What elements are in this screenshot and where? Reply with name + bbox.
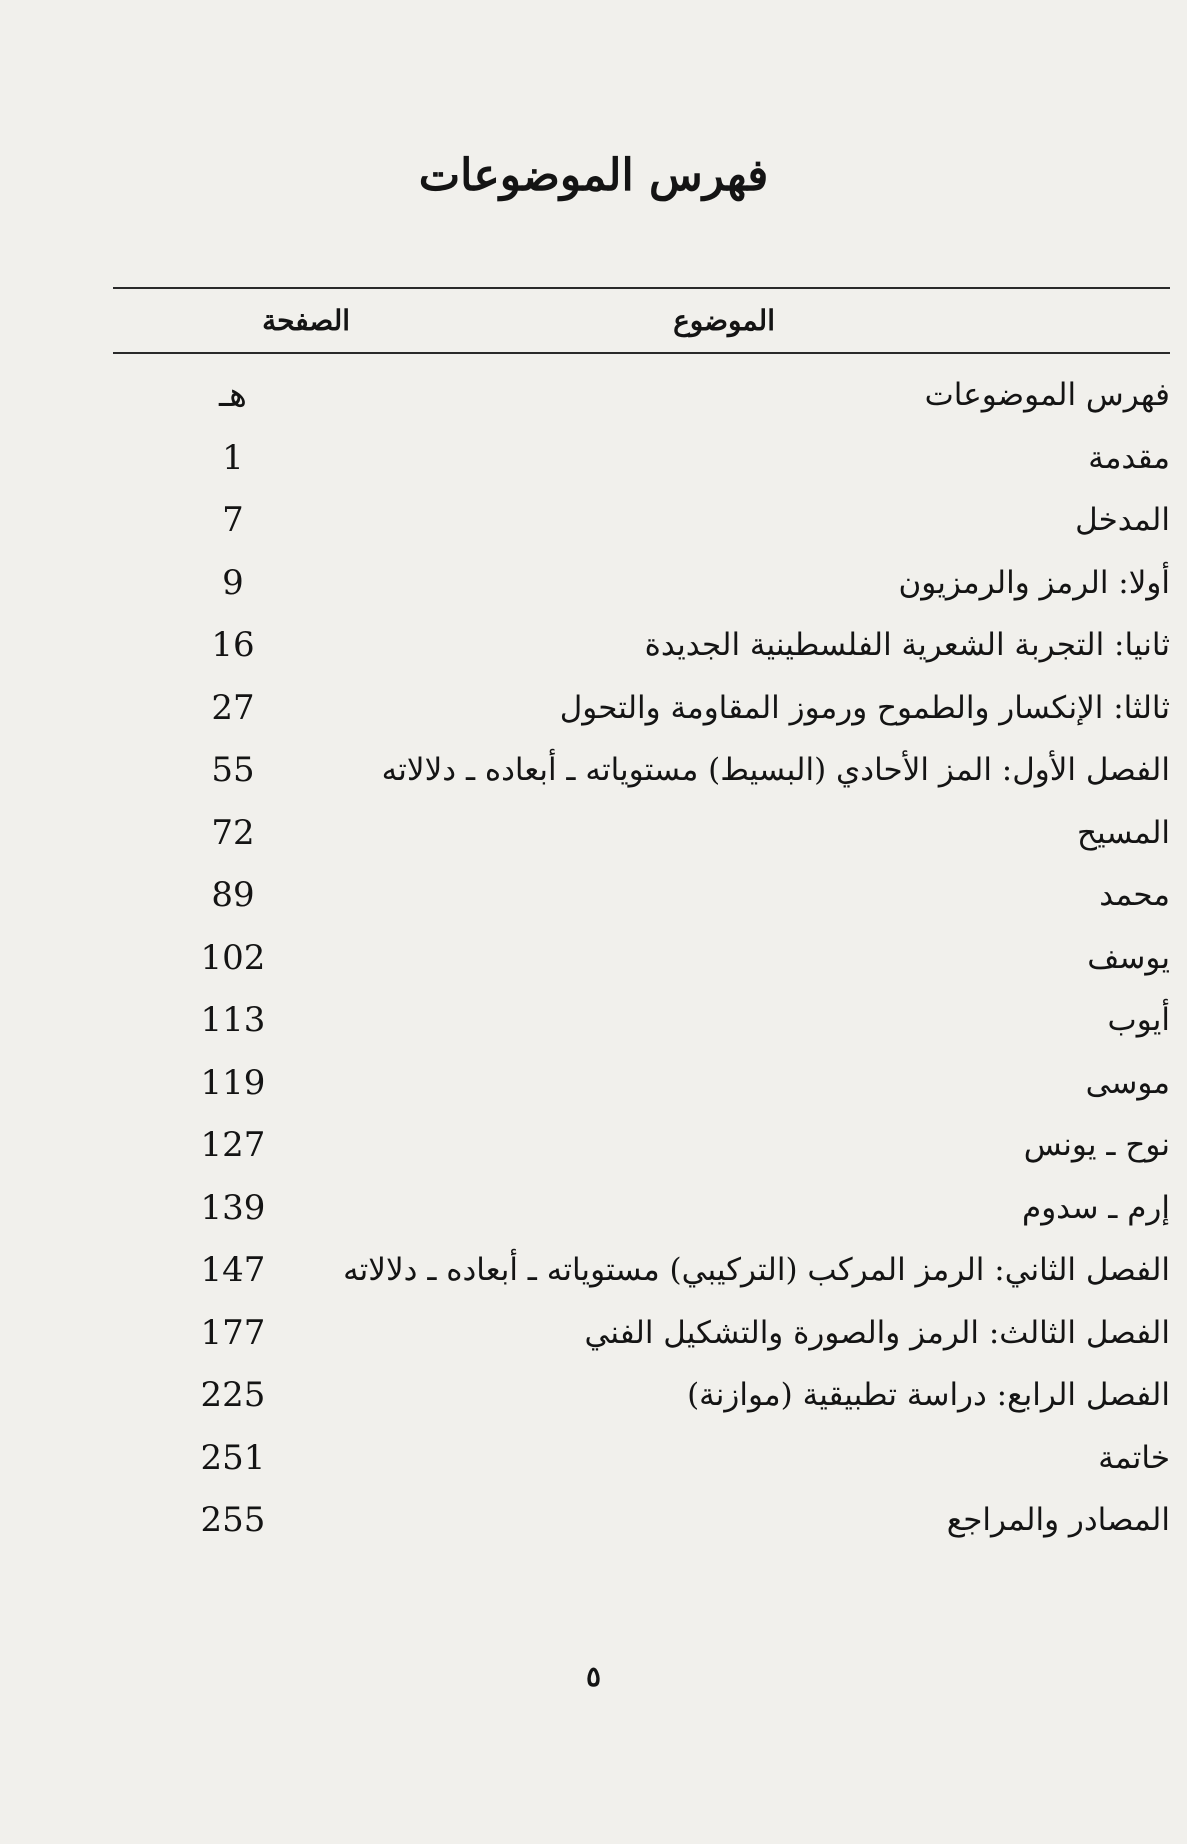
toc-entry-page: 139 <box>200 1187 266 1228</box>
toc-entry-page: 16 <box>211 625 255 665</box>
toc-entry-page: 9 <box>222 562 244 603</box>
toc-entry-topic: يوسف <box>1087 939 1170 976</box>
topic-column-header: الموضوع <box>673 304 775 337</box>
toc-entry-topic: ثانيا: التجربة الشعرية الفلسطينية الجديدة <box>644 627 1170 663</box>
page-column-header: الصفحة <box>262 304 350 337</box>
toc-entry <box>113 370 1170 433</box>
toc-entry-topic: موسى <box>1085 1064 1170 1101</box>
toc-entry <box>113 1245 1170 1308</box>
header-rule-bottom <box>113 352 1170 354</box>
toc-entry-page: 72 <box>211 812 255 853</box>
toc-entry <box>113 620 1170 683</box>
toc-entry <box>113 1058 1170 1121</box>
toc-entry-page: 177 <box>200 1312 266 1353</box>
page-number: ٥ <box>585 1660 602 1693</box>
toc-entry-page: هـ <box>219 375 247 415</box>
page-title: فهرس الموضوعات <box>418 150 769 201</box>
toc-entry-page: 251 <box>200 1437 266 1478</box>
toc-entry <box>113 1495 1170 1558</box>
toc-entry <box>113 1120 1170 1183</box>
toc-entry-page: 147 <box>200 1250 266 1290</box>
toc-entry-topic: محمد <box>1099 877 1170 913</box>
toc-entry <box>113 433 1170 496</box>
table-of-contents <box>113 370 1170 1558</box>
toc-entry <box>113 870 1170 933</box>
toc-entry-page: 7 <box>222 500 244 540</box>
toc-entry-topic: نوح ـ يونس <box>1023 1127 1170 1163</box>
toc-entry-page: 89 <box>211 875 255 915</box>
toc-entry <box>113 808 1170 871</box>
toc-entry-page: 255 <box>200 1500 266 1540</box>
toc-entry-topic: الفصل الثالث: الرمز والصورة والتشكيل الفني <box>584 1314 1170 1351</box>
toc-entry-page: 1 <box>222 437 244 478</box>
toc-entry <box>113 995 1170 1058</box>
toc-entry <box>113 1370 1170 1433</box>
toc-entry-topic: الفصل الرابع: دراسة تطبيقية (موازنة) <box>687 1377 1170 1413</box>
toc-entry <box>113 933 1170 996</box>
toc-entry-topic: ثالثا: الإنكسار والطموح ورموز المقاومة والتحول <box>559 689 1170 726</box>
toc-entry-topic: فهرس الموضوعات <box>924 377 1170 413</box>
toc-entry <box>113 1183 1170 1246</box>
toc-entry-topic: المسيح <box>1077 814 1170 851</box>
toc-entry-page: 102 <box>200 937 266 978</box>
toc-entry-page: 113 <box>200 1000 266 1040</box>
toc-entry-topic: مقدمة <box>1088 439 1170 476</box>
toc-entry-topic: الفصل الثاني: الرمز المركب (التركيبي) مستوياته ـ أبعاده ـ دلالاته <box>343 1252 1170 1288</box>
toc-entry-page: 127 <box>200 1125 266 1165</box>
header-rule-top <box>113 287 1170 289</box>
table-header <box>113 300 1170 350</box>
toc-entry-topic: الفصل الأول: المز الأحادي (البسيط) مستوياته ـ أبعاده ـ دلالاته <box>381 752 1170 788</box>
toc-entry <box>113 558 1170 621</box>
toc-entry <box>113 683 1170 746</box>
toc-entry-page: 225 <box>200 1375 266 1415</box>
toc-entry <box>113 1433 1170 1496</box>
toc-entry-topic: أولا: الرمز والرمزيون <box>898 564 1170 601</box>
toc-entry-topic: أيوب <box>1107 1002 1170 1038</box>
toc-entry-page: 55 <box>211 750 255 790</box>
toc-entry-page: 119 <box>200 1062 266 1103</box>
toc-entry <box>113 1308 1170 1371</box>
toc-entry-topic: إرم ـ سدوم <box>1022 1189 1170 1226</box>
toc-entry-topic: المدخل <box>1075 502 1170 538</box>
toc-entry-topic: المصادر والمراجع <box>946 1502 1170 1538</box>
toc-entry-page: 27 <box>211 687 255 728</box>
toc-entry <box>113 495 1170 558</box>
toc-entry-topic: خاتمة <box>1098 1439 1170 1476</box>
toc-entry <box>113 745 1170 808</box>
